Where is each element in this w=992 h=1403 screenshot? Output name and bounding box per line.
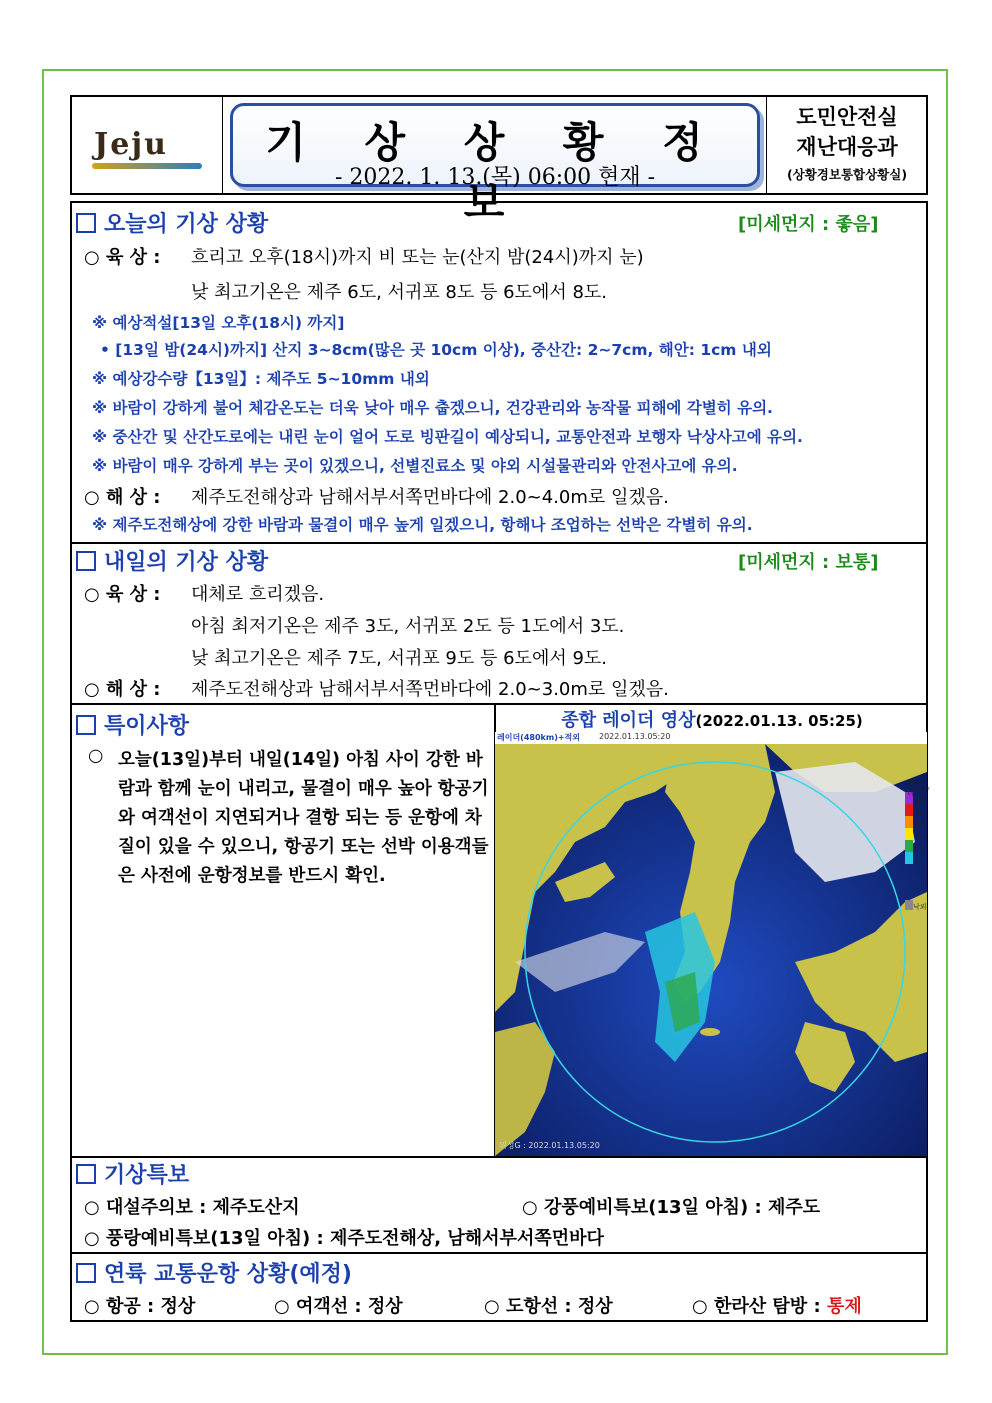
special-title: 특이사항 xyxy=(76,709,189,740)
divider xyxy=(70,542,928,544)
checkbox-icon xyxy=(76,715,96,735)
divider xyxy=(70,703,928,705)
checkbox-icon xyxy=(76,1263,96,1283)
tomorrow-land-label: ○ 육 상 : xyxy=(84,584,161,605)
logo-swoosh xyxy=(92,163,202,169)
title-box xyxy=(230,103,760,227)
tomorrow-land-line1: 대체로 흐리겠음. xyxy=(191,584,325,605)
legend-label: 2 xyxy=(915,844,920,852)
radar-image xyxy=(495,732,930,1156)
divider xyxy=(70,1252,928,1254)
today-land-label: ○ 육 상 : xyxy=(84,247,161,268)
dept-name-1: 도민안전실 xyxy=(796,105,898,129)
warnings-title: 기상특보 xyxy=(76,1158,189,1189)
today-note-3: ※ 예상강수량【13일】: 제주도 5~10mm 내외 xyxy=(92,370,430,388)
today-land-line2: 낮 최고기온은 제주 6도, 서귀포 8도 등 6도에서 8도. xyxy=(191,282,608,303)
legend-label: 30 xyxy=(915,808,924,816)
jeju-logo: Jeju xyxy=(94,127,168,162)
checkbox-icon xyxy=(76,551,96,571)
checkbox-icon xyxy=(76,1164,96,1184)
today-note-4: ※ 바람이 강하게 불어 체감온도는 더욱 낮아 매우 춥겠으니, 건강관리와 농작물 피해에 각별히 유의. xyxy=(92,399,773,417)
legend-label: 5 xyxy=(915,832,920,840)
today-title: 오늘의 기상 상황 xyxy=(76,207,268,238)
tomorrow-land-line2: 아침 최저기온은 제주 3도, 서귀포 2도 등 1도에서 3도. xyxy=(191,616,625,637)
traffic-air: ○ 항공 : 정상 xyxy=(84,1296,196,1317)
traffic-island-ferry: ○ 도항선 : 정상 xyxy=(484,1296,613,1317)
today-dust: [미세먼지 : 좋음] xyxy=(738,214,879,235)
tomorrow-title: 내일의 기상 상황 xyxy=(76,545,268,576)
warning-1: ○ 대설주의보 : 제주도산지 xyxy=(84,1197,300,1218)
traffic-hallasan: ○ 한라산 탐방 : 통제 xyxy=(692,1296,862,1317)
logo-cell xyxy=(72,97,223,193)
divider xyxy=(70,1156,928,1158)
today-note-2: • [13일 밤(24시)까지] 산지 3~8cm(많은 곳 10cm 이상), 중산간: 2~7cm, 해안: 1cm 내외 xyxy=(100,341,772,359)
today-note-1: ※ 예상적설[13일 오후(18시) 까지] xyxy=(92,314,345,332)
page-title: 기 상 상 황 정 보 xyxy=(265,118,725,227)
today-note-6: ※ 바람이 매우 강하게 부는 곳이 있겠으니, 선별진료소 및 야외 시설물관리와 안전사고에 유의. xyxy=(92,457,738,475)
department xyxy=(766,97,927,193)
legend-label: 10 xyxy=(915,820,924,828)
legend-label: 1 xyxy=(915,856,920,864)
traffic-title: 연륙 교통운항 상황(예정) xyxy=(76,1257,352,1288)
tomorrow-land-line3: 낮 최고기온은 제주 7도, 서귀포 9도 등 6도에서 9도. xyxy=(191,648,608,669)
dept-name-2: 재난대응과 xyxy=(796,135,898,159)
special-text: 오늘(13일)부터 내일(14일) 아침 사이 강한 바람과 함께 눈이 내리고, 물결이 매우 높아 항공기와 여객선이 지연되거나 결항 되는 등 운항에 차질이 있을 수 있으니, 항공기 또는 선박 이용객들은 사전에 운항정보를 반드시 확인. xyxy=(118,750,489,886)
traffic-ferry: ○ 여객선 : 정상 xyxy=(274,1296,403,1317)
today-sea-label: ○ 해 상 : xyxy=(84,487,161,508)
warning-2: ○ 강풍예비특보(13일 아침) : 제주도 xyxy=(522,1197,821,1218)
page-date: - 2022. 1. 13.(목) 06:00 현재 - xyxy=(334,165,656,190)
radar-legend xyxy=(915,794,923,866)
radar-title: 종합 레이더 영상(2022.01.13. 05:25) xyxy=(561,710,863,731)
tomorrow-sea-label: ○ 해 상 : xyxy=(84,679,161,700)
radar-map xyxy=(495,732,927,1156)
radar-caption: 레이더(480km)+적외 xyxy=(497,733,581,742)
radar-legend-title: 레이더 xyxy=(907,779,921,797)
today-land-line1: 흐리고 오후(18시)까지 비 또는 눈(산지 밤(24시)까지 눈) xyxy=(191,247,644,268)
tomorrow-sea-line: 제주도전해상과 남해서부서쪽먼바다에 2.0~3.0m로 일겠음. xyxy=(191,679,669,700)
radar-legend-lightning: 낙뢰 xyxy=(913,903,927,911)
special-bullet: ○ xyxy=(88,746,104,766)
dept-name-3: (상황경보통합상황실) xyxy=(786,167,908,182)
radar-caption-time: 2022.01.13.05:20 xyxy=(599,732,671,741)
today-note-7: ※ 제주도전해상에 강한 바람과 물결이 매우 높게 일겠으니, 항해나 조업하는 선박은 각별히 유의. xyxy=(92,516,753,534)
radar-legend-unit: mm/h xyxy=(915,786,930,792)
checkbox-icon xyxy=(76,213,96,233)
radar-bottom-caption: 위성G : 2022.01.13.05:20 xyxy=(499,1141,600,1150)
today-note-5: ※ 중산간 및 산간도로에는 내린 눈이 얼어 도로 빙판길이 예상되니, 교통안전과 보행자 낙상사고에 유의. xyxy=(92,428,803,446)
today-sea-line: 제주도전해상과 남해서부서쪽먼바다에 2.0~4.0m로 일겠음. xyxy=(191,487,669,508)
tomorrow-dust: [미세먼지 : 보통] xyxy=(738,552,879,573)
legend-label: 60 xyxy=(915,796,924,804)
warning-3: ○ 풍랑예비특보(13일 아침) : 제주도전해상, 남해서부서쪽먼바다 xyxy=(84,1228,604,1249)
hallasan-status: 통제 xyxy=(826,1296,862,1317)
